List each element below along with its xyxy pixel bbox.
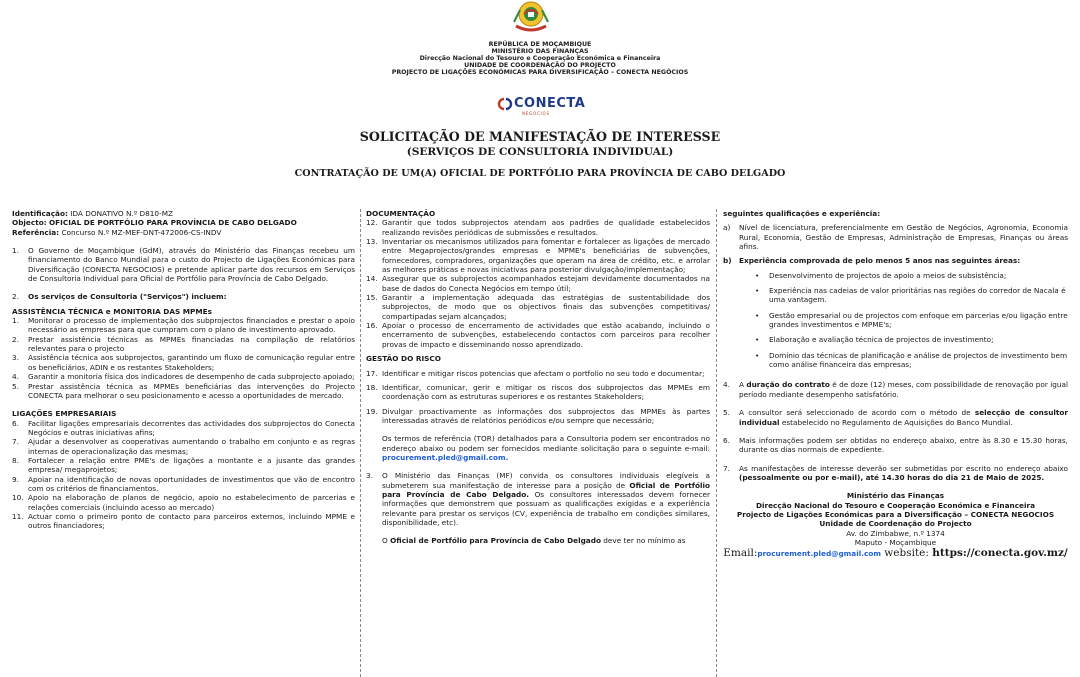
column-2	[366, 209, 710, 546]
requirements-intro: O Oficial de Portfólio para Província de Cabo Delgado deve ter no mínimo as	[382, 536, 686, 546]
address-line: Maputo - Moçambique	[854, 537, 937, 547]
list-item: 16. Apoiar o processo de encerramento de actividades que estão acabando, incluindo o encerramento de subvenções, estabelecendo contactos com parceiros para recolher provas de impacto e disseminando nosso aprendizado.	[366, 321, 710, 349]
bullet-item: • Elaboração e avaliação técnica de projectos de investimento;	[755, 335, 994, 345]
logo-subtext: NEGÓCIOS	[522, 111, 550, 116]
section-heading: DOCUMENTAÇÃO	[366, 209, 436, 218]
list-item: 1. Monitorar o processo de implementação dos subprojectos financiados e prestar o apoio necessário as empresas para que cumpram com o plano de investimento aprovado.	[12, 316, 355, 335]
paragraph-2: 2. Os serviços de Consultoria ("Serviços") incluem:	[12, 292, 227, 302]
list-item: 7. Ajudar a desenvolver as cooperativas aumentando o trabalho em conjunto e as regras internas de operacionalização das mesmas;	[12, 437, 355, 456]
list-item: 4. Garantir a monitoria física dos indicadores de desempenho de cada subprojecto apoiado;	[12, 372, 355, 382]
main-title: SOLICITAÇÃO DE MANIFESTAÇÃO DE INTERESSE	[359, 129, 721, 144]
signature-line: Direcção Nacional do Tesouro e Cooperação Económica e Financeira	[755, 500, 1036, 510]
list-item: 10. Apoio na elaboração de planos de negócio, apoio no estabelecimento de parcerias e relações comerciais (incluindo acesso ao mercado)	[12, 493, 355, 512]
contract-title: CONTRATAÇÃO DE UM(A) OFICIAL DE PORTFÓLIO PARA PROVÍNCIA DE CABO DELGADO	[294, 168, 786, 179]
paragraph-5: 5. A consultor será seleccionado de acordo com o método de selecção de consultor individual estabelecido no Regulamento de Aquisições do Banco Mundial.	[723, 408, 1068, 427]
list-item: 14. Assegurar que os subprojectos acompanhados estejam devidamente documentados na base de dados do Conecta Negócios em tempo útil;	[366, 274, 710, 293]
list-item: 5. Prestar assistência técnica as MPMEs beneficiárias das intervenções do Projecto CONECTA para melhorar o seu posicionamento e acesso a oportunidades de mercado.	[12, 381, 355, 400]
paragraph-4: 4. A duração do contrato é de doze (12) meses, com possibilidade de renovação por igual período mediante desempenho satisfatório.	[723, 380, 1068, 399]
section-heading: LIGAÇÕES EMPRESARIAIS	[12, 409, 117, 419]
contact-line: Email:procurement.pled@gmail.com website: https://conecta.gov.mz/	[723, 547, 1068, 560]
logo-text: CONECTA	[514, 96, 586, 111]
sub-title: (SERVIÇOS DE CONSULTORIA INDIVIDUAL)	[406, 146, 674, 158]
address-line: Av. do Zimbabwe, n.º 1374	[846, 528, 945, 538]
list-item: 18. Identificar, comunicar, gerir e mitigar os riscos dos subprojectos das MPMEs em coordenação com as estruturas superiores e os restantes Stakeholders;	[366, 382, 710, 402]
qualifications-intro: seguintes qualificações e experiência:	[723, 209, 881, 218]
header-line: MINISTÉRIO DAS FINANÇAS	[491, 48, 589, 55]
list-item: 6. Facilitar ligações empresariais decorrentes das actividades dos subprojectos do Conecta Negócios e outras iniciativas afins;	[12, 418, 355, 437]
list-item: 3. Assistência técnica aos subprojectos, garantindo um fluxo de comunicação regular entre os beneficiários, ADIN e os restantes Stakeholders;	[12, 353, 355, 372]
qualification-b: b) Experiência comprovada de pelo menos 5 anos nas seguintes áreas:	[723, 256, 1021, 266]
header-line: REPÚBLICA DE MOÇAMBIQUE	[488, 41, 592, 48]
bullet-item: • Desenvolvimento de projectos de apoio a meios de subsistência;	[755, 270, 1007, 280]
signature-line: Projecto de Ligações Económicas para a Diversificação – CONECTA NEGOCIOS	[736, 509, 1055, 519]
list-item: 17. Identificar e mitigar riscos potencias que afectam o portfolio no seu todo e documentar;	[366, 368, 705, 378]
paragraph-6: 6. Mais informações podem ser obtidas no endereço abaixo, entre às 8.30 e 15.30 horas, durante os dias normais de expediente.	[723, 435, 1068, 455]
list-item: 12. Garantir que todos subprojectos atendam aos padrões de qualidade estabelecidos realizando revisões periódicas de submissões e resultados.	[366, 218, 710, 237]
paragraph-7: 7. As manifestações de interesse deverão ser submetidas por escrito no endereço abaixo (pessoalmente ou por e-mail), até 14.30 horas do dia 21 de Maio de 2025.	[723, 463, 1068, 482]
reference-line: Referência: Concurso N.º MZ-MEF-DNT-472006-CS-INDV	[12, 227, 222, 237]
national-emblem-icon	[508, 0, 554, 34]
list-item: 8. Fortalecer a relação entre PME's de ligações a montante e a jusante das grandes empresa/ megaprojetos;	[12, 455, 355, 475]
list-item: 15. Garantir a implementação adequada das estratégias de sustentabilidade dos subprojectos, de modo que os objectivos finais das subvenções competitivas/ compartipadas sejam alcançados;	[366, 293, 710, 321]
list-item: 19. Divulgar proactivamente as informações dos subprojectos das MPMEs às partes interessadas através de relatórios periódicos e/ou sempre que necessário;	[366, 406, 710, 425]
bullet-item: • Gestão empresarial ou de projectos com enfoque em parcerias e/ou ligação entre grandes investimentos e MPME's;	[755, 310, 1068, 330]
conecta-logo-icon	[496, 97, 514, 111]
column-1	[12, 209, 355, 531]
email-link[interactable]: procurement.pled@gmail.com	[757, 549, 881, 559]
column-divider	[360, 209, 361, 677]
section-heading: ASSISTÊNCIA TÉCNICA e MONITORIA DAS MPMEs	[12, 306, 212, 316]
list-item: 13. Inventariar os mecanismos utilizados para fomentar e fortalecer as ligações de mercado entre Megaprojectos/grandes empresas e MPME's beneficiárias de subvenções, fornecedores, compradores, organizações que operam na área de crédito, etc. e arrolar as melhores práticas e novas iniciativas para posterior divulgação/implementação;	[366, 237, 710, 275]
object-line: Objecto: OFICIAL DE PORTFÓLIO PARA PROVÍNCIA DE CABO DELGADO	[12, 218, 297, 228]
section-heading: GESTÃO DO RISCO	[366, 354, 441, 364]
bullet-item: • Domínio das técnicas de planificação e análise de projectos de investimento bem como análise financeira das empresas;	[755, 350, 1068, 370]
signature-line: Ministério das Finanças	[846, 491, 945, 501]
column-divider	[716, 209, 717, 677]
header-line: PROJECTO DE LIGAÇÕES ECONÓMICAS PARA DIVERSIFICAÇÃO – CONECTA NEGÓCIOS	[391, 69, 689, 76]
tor-email-link[interactable]: procurement.pled@gmail.com.	[382, 452, 509, 462]
column-3	[723, 209, 1068, 559]
conecta-logo	[496, 96, 586, 118]
header-line: Direcção Nacional do Tesouro e Cooperação Económica e Financeira	[419, 55, 661, 62]
header-line: UNIDADE DE COORDENAÇÃO DO PROJECTO	[464, 62, 616, 69]
identification-line: Identificação: IDA DONATIVO N.º D810-MZ	[12, 209, 173, 218]
list-item: 2. Prestar assistência técnicas as MPMEs financiadas na compilação de relatórios relevantes para o projecto	[12, 334, 355, 354]
paragraph-3: 3. O Ministério das Finanças (MF) convida os consultores individuais elegíveis a submeterem sua manifestação de interesse para a posição de Oficial de Portfólio para Província de Cabo Delgado. Os consultores interessados devem fornecer informações que demonstrem que possuam as qualificações exigidas e a experiência relevante para prestar os serviços (CV, experiência de trabalho em condições similares, disponibilidade, etc).	[366, 471, 710, 527]
qualification-a: a) Nível de licenciatura, preferencialmente em Gestão de Negócios, Agronomia, Economia Rural, Economia, Gestão de Empresas, Administração de Empresas, Finanças ou áreas afins.	[723, 223, 1068, 252]
website-link[interactable]: https://conecta.gov.mz/	[932, 547, 1068, 560]
signature-line: Unidade de Coordenação do Projecto	[819, 519, 972, 529]
list-item: 9. Apoiar na identificação de novas oportunidades de investimentos que vão de encontro com os critérios de financiamentos.	[12, 474, 355, 493]
bullet-item: • Experiência nas cadeias de valor prioritárias nas regiões do corredor de Nacala é uma vantagem.	[755, 286, 1066, 305]
tor-paragraph: Os termos de referência (TOR) detalhados para a Consultoria podem ser encontrados no endereço abaixo ou podem ser fornecidos mediante solicitação para o seguinte e-mail: procurement.pled@gmail.com.	[382, 434, 710, 462]
paragraph-1: 1. O Governo de Moçambique (GdM), através do Ministério das Finanças recebeu um financiamento do Banco Mundial para o custo do Projecto de Ligações Económicas para Diversificação (CONECTA NEGOCIOS) e pretende aplicar parte dos recursos em Serviços de Consultoria Individual para Oficial de Portfólio para Província de Cabo Delgado.	[12, 246, 355, 284]
list-item: 11. Actuar como o primeiro ponto de contacto para parceiros externos, incluindo MPME e outros financiadores;	[12, 511, 355, 531]
